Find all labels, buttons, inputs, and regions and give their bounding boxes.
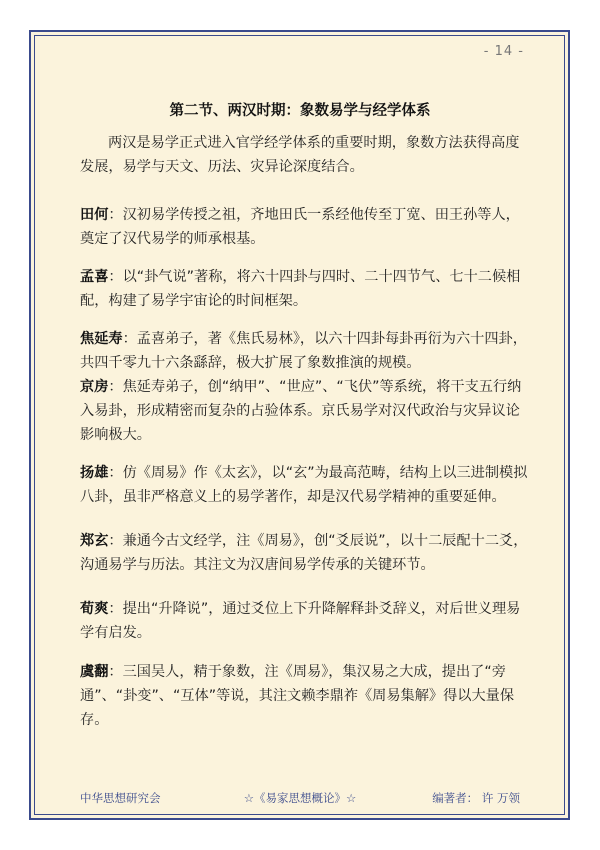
entry-text: ：汉初易学传授之祖，齐地田氏一系经他传至丁宽、田王孙等人，奠定了汉代易学的师承根基。: [80, 207, 520, 247]
entry-text: ：焦延寿弟子，创“纳甲”、“世应”、“飞伏”等系统，将干支五行纳入易卦，形成精密而复杂的占验体系。京氏易学对汉代政治与灾异议论影响极大。: [80, 379, 522, 443]
entry-name: 焦延寿: [80, 331, 123, 347]
footer-author: 编著者： 许 万领: [432, 791, 520, 805]
entry-name: 京房: [80, 379, 109, 395]
entry-xun-shuang: [80, 597, 530, 645]
footer-publisher: 中华思想研究会: [80, 791, 161, 805]
entry-name: 郑玄: [80, 533, 109, 549]
entry-text: ：提出“升降说”，通过爻位上下升降解释卦爻辞义，对后世义理易学有启发。: [80, 601, 521, 641]
entry-yang-xiong: [80, 461, 530, 509]
entry-text: ：孟喜弟子，著《焦氏易林》，以六十四卦每卦再衍为六十四卦，共四千零九十六条繇辞，极大扩展了象数推演的规模。: [80, 331, 527, 371]
entry-name: 扬雄: [80, 465, 109, 481]
entry-text: ：兼通今古文经学，注《周易》，创“爻辰说”，以十二辰配十二爻，沟通易学与历法。其注文为汉唐间易学传承的关键环节。: [80, 533, 528, 573]
entry-tian-he: [80, 203, 530, 251]
intro-paragraph: 两汉是易学正式进入官学经学体系的重要时期，象数方法获得高度发展，易学与天文、历法、灾异论深度结合。: [80, 135, 520, 175]
entry-text: ：以“卦气说”著称，将六十四卦与四时、二十四节气、七十二候相配，构建了易学宇宙论的时间框架。: [80, 269, 521, 309]
section-title: 第二节、两汉时期：象数易学与经学体系: [169, 103, 431, 119]
entry-name: 孟喜: [80, 269, 109, 285]
entry-meng-xi: [80, 265, 530, 313]
entry-name: 田何: [80, 207, 109, 223]
page-number: - 14 -: [483, 44, 524, 59]
footer-book-title: ☆《易家思想概论》☆: [243, 791, 357, 805]
entry-name: 虞翻: [80, 664, 109, 680]
entry-text: ：三国吴人，精于象数，注《周易》，集汉易之大成，提出了“旁通”、“卦变”、“互体”等说，其注文赖李鼎祚《周易集解》得以大量保存。: [80, 664, 515, 728]
entry-yu-fan: [80, 660, 530, 732]
entry-text: ：仿《周易》作《太玄》，以“玄”为最高范畴，结构上以三进制模拟八卦，虽非严格意义上的易学著作，却是汉代易学精神的重要延伸。: [80, 465, 528, 505]
entry-zheng-xuan: [80, 529, 530, 577]
entry-name: 荀爽: [80, 601, 109, 617]
entry-jiao-yanshou: [80, 327, 530, 375]
entry-jing-fang: [80, 375, 530, 447]
